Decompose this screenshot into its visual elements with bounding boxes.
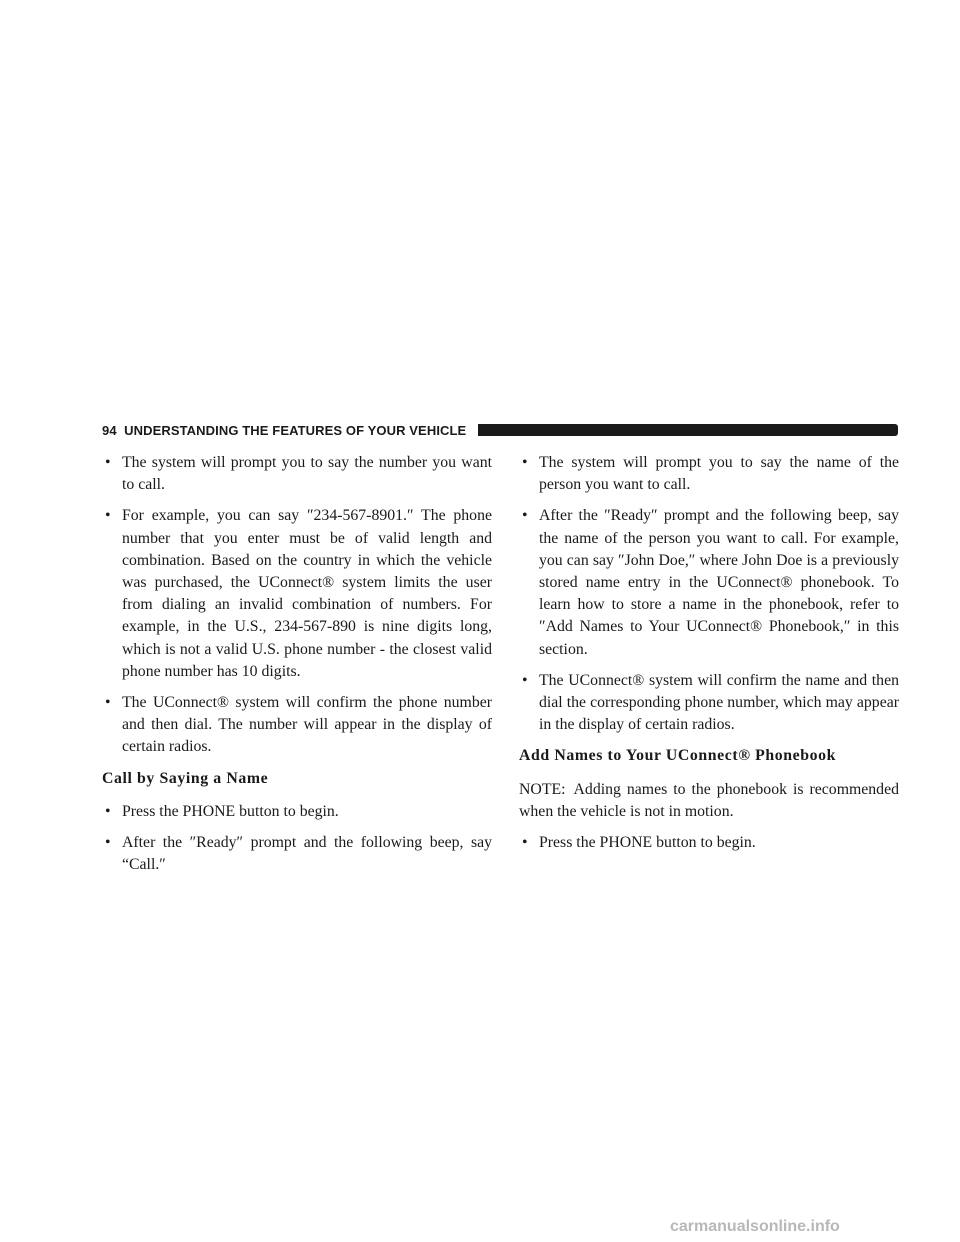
page-number: 94 [102,422,117,438]
right-column [519,452,899,863]
list-item [519,670,899,737]
bullet-text: Press the PHONE button to begin. [122,802,339,820]
bullet-text: The system will prompt you to say the number you want to call. [122,454,492,494]
list-item [102,692,492,759]
bullet-text: The UConnect® system will confirm the phone number and then dial. The number will appear in the display of certain radios. [122,694,492,756]
bullet-icon: • [522,454,528,471]
section-heading: Call by Saying a Name [102,769,269,787]
list-item [102,452,492,496]
bullet-icon: • [105,454,111,471]
note-paragraph [519,779,899,823]
left-column [102,452,492,885]
header-text [102,423,466,438]
list-item [519,505,899,660]
bullet-text: For example, you can say ″234-567-8901.″ The phone number that you enter must be of valid length and combination. Based on the country in which the vehicle was purchased, the UConnect® system limits the user from dialing an invalid combination of numbers. For example, in the U.S., 234-567-890 is nine digits long, which is not a valid U.S. phone number - the closest valid phone number has 10 digits. [122,507,492,680]
list-item [102,832,492,876]
bullet-text: After the ″Ready″ prompt and the following beep, say the name of the person you want to call. For example, you can say ″John Doe,″ where John Doe is a previously stored name entry in the UConnect® phonebook. To learn how to store a name in the phonebook, refer to ″Add Names to Your UConnect® Phonebook,″ in this section. [539,507,899,658]
list-item [102,801,492,823]
list-item [519,452,899,496]
bullet-text: The UConnect® system will confirm the name and then dial the corresponding phone number, which may appear in the display of certain radios. [539,671,899,734]
header-rule [478,424,898,436]
list-item [102,505,492,683]
watermark: carmanualsonline.info [670,1218,840,1235]
page-header [102,421,898,439]
bullet-icon: • [105,834,111,852]
bullet-text: The system will prompt you to say the name of the person you want to call. [539,454,899,494]
bullet-icon: • [522,834,528,852]
section-heading: Add Names to Your UConnect® Phonebook [519,747,837,765]
bullet-text: Press the PHONE button to begin. [539,834,756,852]
bullet-icon: • [522,507,528,525]
bullet-text: After the ″Ready″ prompt and the following beep, say “Call.″ [122,834,492,874]
bullet-icon: • [105,694,111,712]
section-title: UNDERSTANDING THE FEATURES OF YOUR VEHICLE [124,422,467,438]
bullet-icon: • [105,802,111,820]
bullet-icon: • [522,671,528,689]
list-item [519,832,899,854]
note-label: NOTE: [519,780,566,798]
note-text: Adding names to the phonebook is recommended when the vehicle is not in motion. [519,780,899,820]
bullet-icon: • [105,507,111,525]
